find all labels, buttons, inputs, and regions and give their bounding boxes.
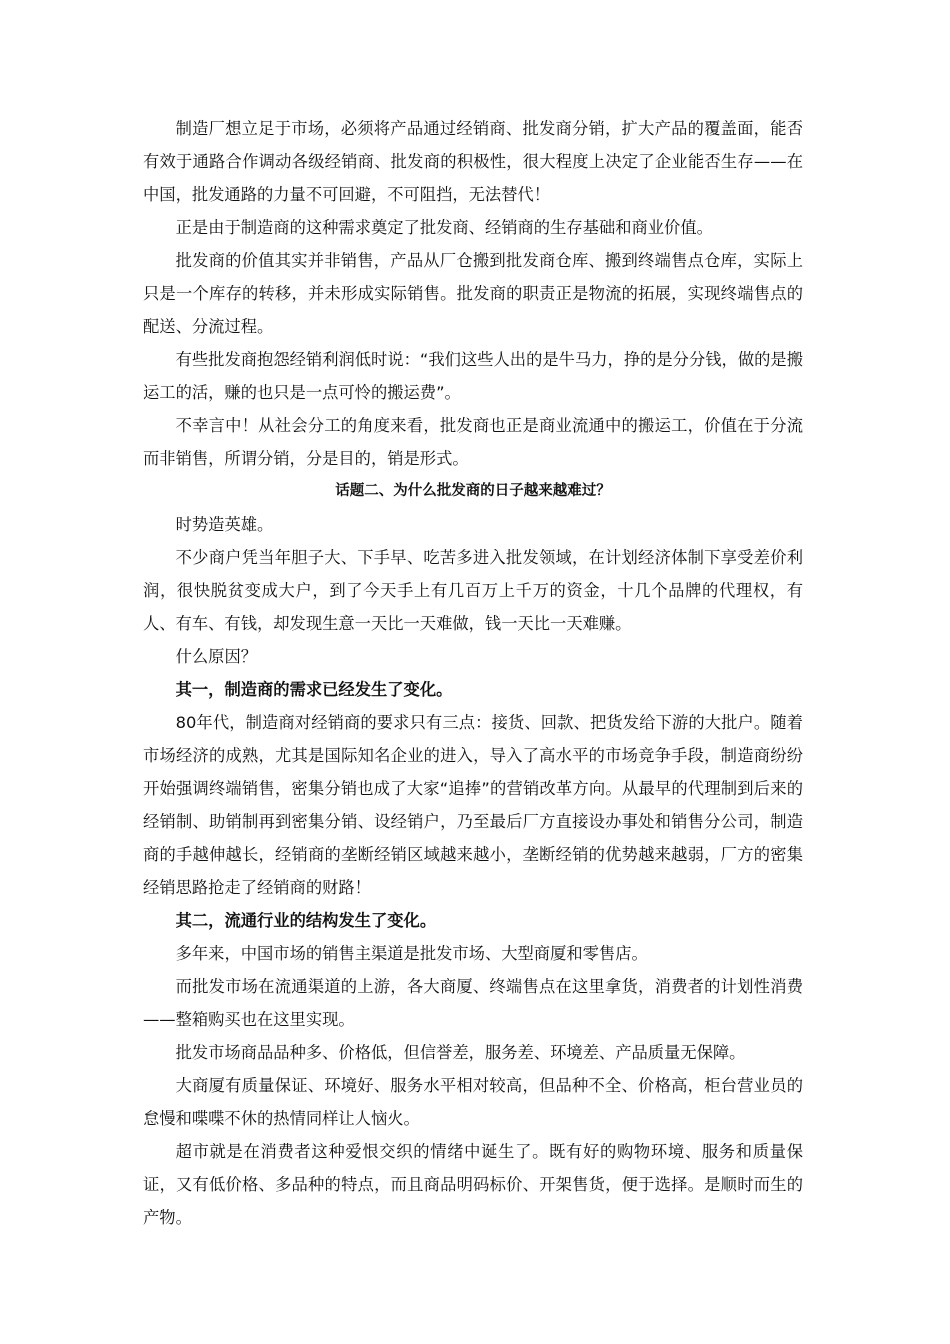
paragraph: 而批发市场在流通渠道的上游，各大商厦、终端售点在这里拿货，消费者的计划性消费——整箱购买也在这里实现。	[143, 977, 803, 1029]
paragraph: 正是由于制造商的这种需求奠定了批发商、经销商的生存基础和商业价值。	[175, 218, 713, 237]
document-page	[143, 112, 803, 1234]
paragraph: 不少商户凭当年胆子大、下手早、吃苦多进入批发领域，在计划经济体制下享受差价利润，很快脱贫变成大户，到了今天手上有几百万上千万的资金，十几个品牌的代理权，有人、有车、有钱，却发现生意一天比一天难做，钱一天比一天难赚。	[143, 548, 803, 633]
section-heading: 话题二、为什么批发商的日子越来越难过？	[335, 483, 611, 499]
paragraph: 什么原因？	[175, 647, 258, 666]
paragraph: 80年代，制造商对经销商的要求只有三点：接货、回款、把货发给下游的大批户。随着市场经济的成熟，尤其是国际知名企业的进入，导入了高水平的市场竞争手段，制造商纷纷开始强调终端销售，密集分销也成了大家“追捧”的营销改革方向。从最早的代理制到后来的经销制、助销制再到密集分销、设经销户，乃至最后厂方直接设办事处和销售分公司，制造商的手越伸越长，经销商的垄断经销区域越来越小，垄断经销的优势越来越弱，厂方的密集经销思路抢走了经销商的财路！	[143, 713, 803, 897]
point-title: 其一，制造商的需求已经发生了变化。	[175, 680, 453, 699]
paragraph: 批发市场商品品种多、价格低，但信誉差，服务差、环境差、产品质量无保障。	[175, 1043, 746, 1062]
point-title: 其二，流通行业的结构发生了变化。	[175, 911, 437, 930]
paragraph: 多年来，中国市场的销售主渠道是批发市场、大型商厦和零售店。	[175, 944, 648, 963]
paragraph: 大商厦有质量保证、环境好、服务水平相对较高，但品种不全、价格高，柜台营业员的怠慢和喋喋不休的热情同样让人恼火。	[143, 1076, 803, 1128]
paragraph: 超市就是在消费者这种爱恨交织的情绪中诞生了。既有好的购物环境、服务和质量保证，又有低价格、多品种的特点，而且商品明码标价、开架售货，便于选择。是顺时而生的产物。	[143, 1142, 803, 1227]
paragraph: 批发商的价值其实并非销售，产品从厂仓搬到批发商仓库、搬到终端售点仓库，实际上只是一个库存的转移，并未形成实际销售。批发商的职责正是物流的拓展，实现终端售点的配送、分流过程。	[143, 251, 803, 336]
paragraph: 有些批发商抱怨经销利润低时说：“我们这些人出的是牛马力，挣的是分分钱，做的是搬运工的活，赚的也只是一点可怜的搬运费”。	[143, 350, 803, 402]
paragraph: 制造厂想立足于市场，必须将产品通过经销商、批发商分销，扩大产品的覆盖面，能否有效于通路合作调动各级经销商、批发商的积极性，很大程度上决定了企业能否生存——在中国，批发通路的力量不可回避，不可阻挡，无法替代！	[143, 119, 803, 204]
paragraph: 不幸言中！从社会分工的角度来看，批发商也正是商业流通中的搬运工，价值在于分流而非销售，所谓分销，分是目的，销是形式。	[143, 416, 803, 468]
paragraph: 时势造英雄。	[175, 515, 274, 534]
